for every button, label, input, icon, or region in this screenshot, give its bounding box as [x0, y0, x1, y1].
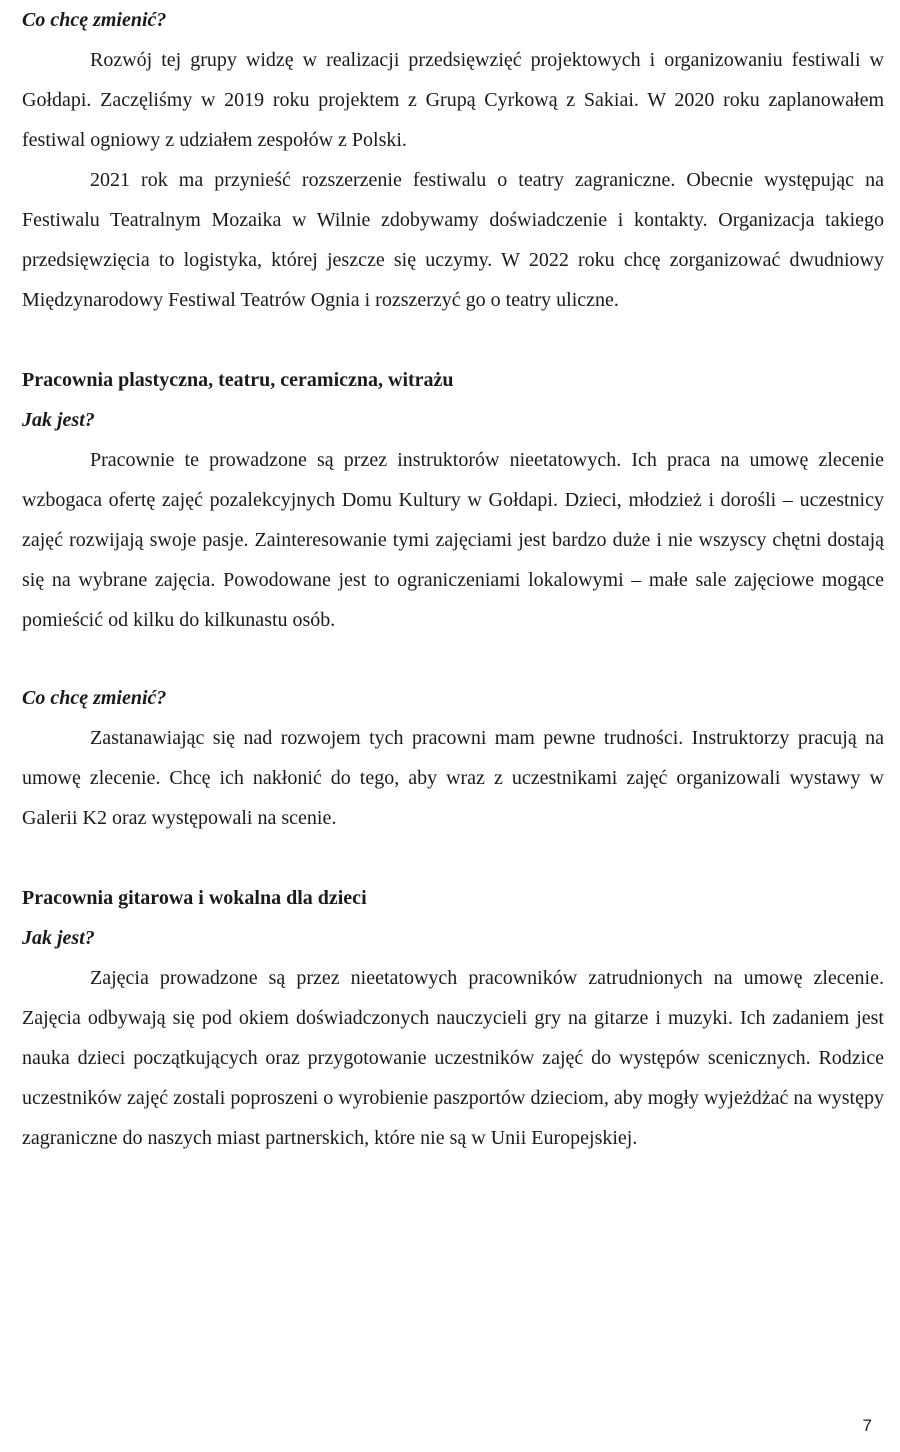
document-page: [22, 0, 884, 1158]
page-number: 7: [862, 1416, 872, 1435]
section-gap: [22, 838, 884, 878]
section-gap: [22, 320, 884, 360]
paragraph-art-workshops-change: Zastanawiając się nad rozwojem tych pracowni mam pewne trudności. Instruktorzy pracują na umowę zlecenie. Chcę ich nakłonić do tego, aby wraz z uczestnikami zajęć organizowali wystawy w Galerii K2 oraz występowali na scenie.: [22, 727, 884, 829]
paragraph-festival-plans: 2021 rok ma przynieść rozszerzenie festiwalu o teatry zagraniczne. Obecnie występując na Festiwalu Teatralnym Mozaika w Wilnie zdobywamy doświadczenie i kontakty. Organizacja takiego przedsięwzięcia to logistyka, której jeszcze się uczymy. W 2022 roku chcę zorganizować dwudniowy Międzynarodowy Festiwal Teatrów Ognia i rozszerzyć go o teatry uliczne.: [22, 169, 884, 311]
paragraph-festival-development: Rozwój tej grupy widzę w realizacji przedsięwzięć projektowych i organizowaniu festiwali w Gołdapi. Zaczęliśmy w 2019 roku projektem z Grupą Cyrkową z Sakiai. W 2020 roku zaplanowałem festiwal ogniowy z udziałem zespołów z Polski.: [22, 49, 884, 151]
section-subheading-change-2: Co chcę zmienić?: [22, 687, 167, 709]
paragraph-guitar-vocal-current: Zajęcia prowadzone są przez nieetatowych pracowników zatrudnionych na umowę zlecenie. Zajęcia odbywają się pod okiem doświadczonych nauczycieli gry na gitarze i muzyki. Ich zadaniem jest nauka dzieci początkujących oraz przygotowanie uczestników zajęć do występów scenicznych. Rodzice uczestników zajęć zostali poproszeni o wyrobienie paszportów dzieciom, aby mogły wyjeżdżać na występy zagraniczne do naszych miast partnerskich, które nie są w Unii Europejskiej.: [22, 967, 884, 1149]
section-heading-guitar-vocal: Pracownia gitarowa i wokalna dla dzieci: [22, 887, 367, 909]
section-heading-art-workshops: Pracownia plastyczna, teatru, ceramiczna, witrażu: [22, 369, 454, 391]
section-gap: [22, 640, 884, 678]
section-subheading-current-1: Jak jest?: [22, 409, 95, 431]
section-subheading-current-2: Jak jest?: [22, 927, 95, 949]
paragraph-art-workshops-current: Pracownie te prowadzone są przez instruktorów nieetatowych. Ich praca na umowę zlecenie wzbogaca ofertę zajęć pozalekcyjnych Domu Kultury w Gołdapi. Dzieci, młodzież i dorośli – uczestnicy zajęć rozwijają swoje pasje. Zainteresowanie tymi zajęciami jest bardzo duże i nie wszyscy chętni dostają się na wybrane zajęcia. Powodowane jest to ograniczeniami lokalowymi – małe sale zajęciowe mogące pomieścić od kilku do kilkunastu osób.: [22, 449, 884, 631]
section-subheading-change-1: Co chcę zmienić?: [22, 9, 167, 31]
